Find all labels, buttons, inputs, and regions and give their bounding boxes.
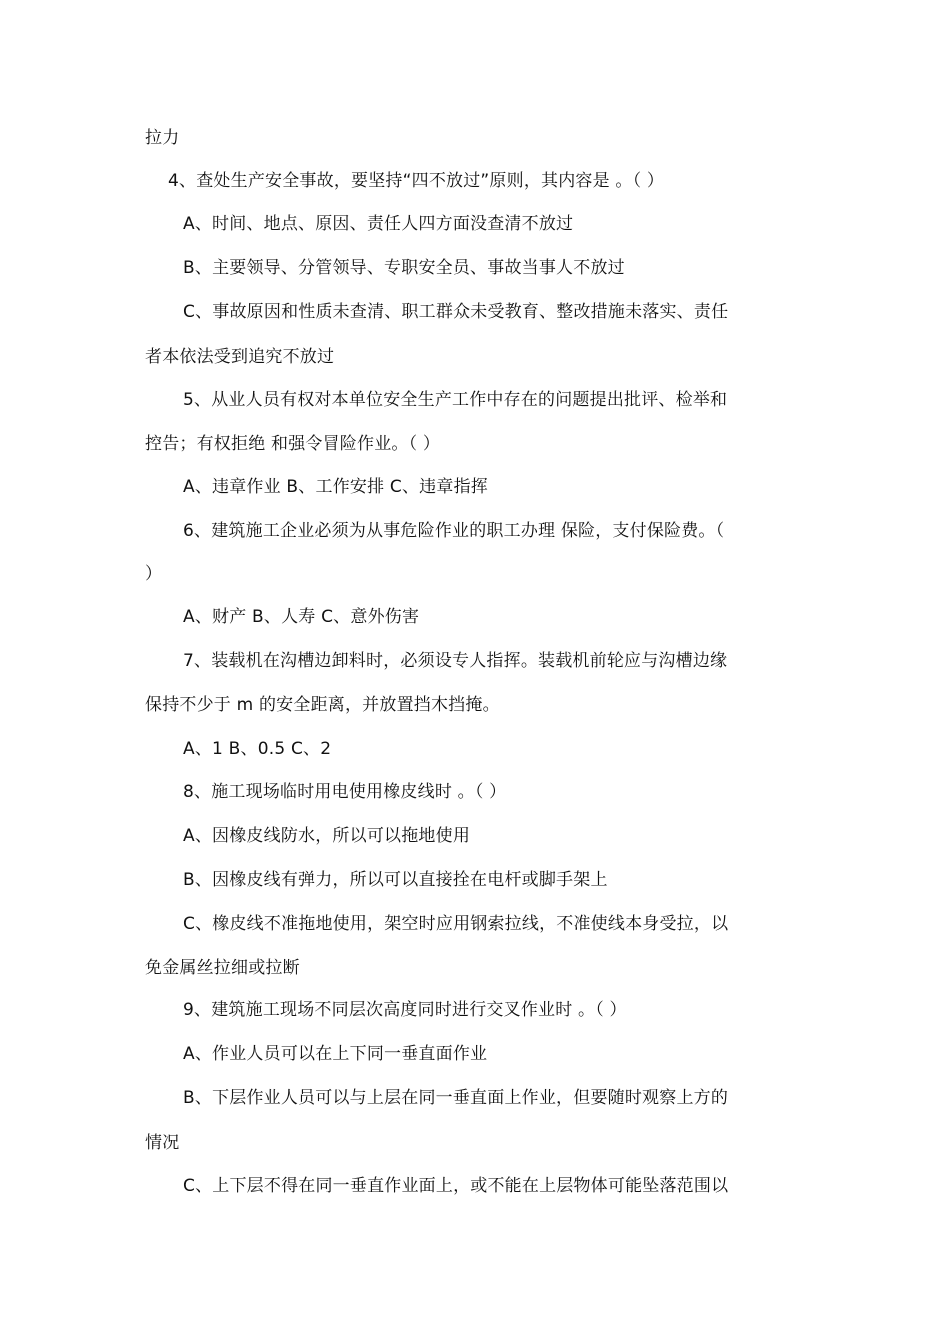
option-8c-cont: 免金属丝拉细或拉断 bbox=[145, 958, 300, 978]
question-4: 4、查处生产安全事故，要坚持“四不放过”原则，其内容是 。（ ） bbox=[168, 171, 665, 191]
option-4c: C、事故原因和性质未查清、职工群众未受教育、整改措施未落实、责任 bbox=[183, 302, 729, 322]
option-4b: B、主要领导、分管领导、专职安全员、事故当事人不放过 bbox=[183, 258, 625, 278]
option-9a: A、作业人员可以在上下同一垂直面作业 bbox=[183, 1044, 488, 1064]
question-7-cont: 保持不少于 m 的安全距离，并放置挡木挡掩。 bbox=[145, 695, 500, 715]
question-6-cont: ） bbox=[145, 564, 163, 584]
question-6: 6、建筑施工企业必须为从事危险作业的职工办理 保险，支付保险费。（ bbox=[183, 521, 725, 541]
text-line: 拉力 bbox=[145, 128, 180, 148]
options-6: A、财产 B、人寿 C、意外伤害 bbox=[183, 607, 420, 627]
option-9b: B、下层作业人员可以与上层在同一垂直面上作业，但要随时观察上方的 bbox=[183, 1088, 729, 1108]
option-8c: C、橡皮线不准拖地使用，架空时应用钢索拉线，不准使线本身受拉，以 bbox=[183, 914, 729, 934]
options-5: A、违章作业 B、工作安排 C、违章指挥 bbox=[183, 477, 488, 497]
options-7: A、1 B、0.5 C、2 bbox=[183, 739, 332, 759]
question-5-cont: 控告；有权拒绝 和强令冒险作业。（ ） bbox=[145, 434, 441, 454]
option-9c: C、上下层不得在同一垂直作业面上，或不能在上层物体可能坠落范围以 bbox=[183, 1176, 729, 1196]
option-8b: B、因橡皮线有弹力，所以可以直接拴在电杆或脚手架上 bbox=[183, 870, 608, 890]
question-8: 8、施工现场临时用电使用橡皮线时 。（ ） bbox=[183, 782, 507, 802]
option-8a: A、因橡皮线防水，所以可以拖地使用 bbox=[183, 826, 471, 846]
option-4c-cont: 者本依法受到追究不放过 bbox=[145, 347, 335, 367]
question-5: 5、从业人员有权对本单位安全生产工作中存在的问题提出批评、检举和 bbox=[183, 390, 728, 410]
question-7: 7、装载机在沟槽边卸料时，必须设专人指挥。装载机前轮应与沟槽边缘 bbox=[183, 651, 728, 671]
question-9: 9、建筑施工现场不同层次高度同时进行交叉作业时 。（ ） bbox=[183, 1000, 627, 1020]
option-4a: A、时间、地点、原因、责任人四方面没查清不放过 bbox=[183, 214, 574, 234]
option-9b-cont: 情况 bbox=[145, 1133, 180, 1153]
